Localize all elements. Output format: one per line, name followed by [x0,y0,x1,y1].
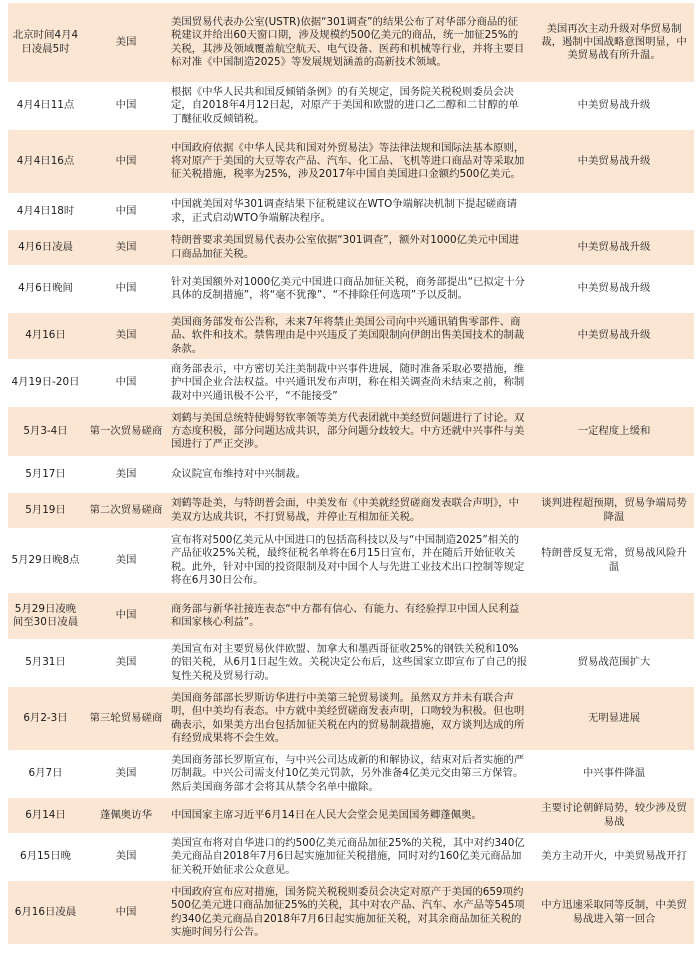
row-impact [534,194,694,230]
row-time: 4月19日-20日 [8,360,83,407]
table-row [8,313,694,360]
row-time: 6月16日凌晨 [8,881,83,945]
row-impact: 无明显进展 [534,687,694,751]
table-row [8,751,694,798]
row-actor: 第二次贸易磋商 [83,493,169,529]
row-time: 4月16日 [8,313,83,360]
row-impact: 中美贸易战升级 [534,313,694,360]
row-time: 4月4日16点 [8,130,83,194]
row-event: 特朗普要求美国贸易代表办公室依据“301调查”，额外对1000亿美元中国进口商品加征关税。 [169,230,534,266]
row-event: 刘鹤与美国总统特使姆努钦率领等美方代表团就中美经贸问题进行了讨论。双方态度积极，部分问题达成共识，部分问题分歧较大。中方还就中兴事件与美国进行了严正交涉。 [169,407,534,457]
table-row [8,493,694,529]
row-impact: 中兴事件降温 [534,751,694,798]
table-row [8,687,694,751]
row-event: 根据《中华人民共和国反倾销条例》的有关规定，国务院关税税则委员会决定，自2018年4月12日起，对原产于美国和欧盟的进口乙二醇和二甘醇的单丁醚征收反倾销税。 [169,83,534,130]
row-event: 商务部与新华社接连表态“中方都有信心、有能力、有经验捍卫中国人民利益和国家核心利益”。 [169,593,534,640]
row-event: 美国贸易代表办公室(USTR)依据“301调查”的结果公布了对华部分商品的征税建议并给出60天窗口期，涉及规模约500亿美元的商品，统一加征25%的关税，其涉及领域覆盖航空航天、电气设备、医药和机械等行业，并将主要目标对准《中国制造2025》等发展规划涵盖的高新技术领域。 [169,3,534,83]
row-event: 中国国家主席习近平6月14日在人民大会堂会见美国国务卿蓬佩奥。 [169,798,534,834]
row-impact: 美方主动开火，中美贸易战开打 [534,834,694,881]
row-impact: 一定程度上缓和 [534,407,694,457]
row-impact: 中美贸易战升级 [534,230,694,266]
row-event: 美国宣布对主要贸易伙伴欧盟、加拿大和墨西哥征收25%的钢铁关税和10%的铝关税，从6月1日起生效。关税决定公布后，这些国家立即宣布了自己的报复性关税及贸易行动。 [169,640,534,687]
row-time: 北京时间4月4日凌晨5时 [8,3,83,83]
row-time: 6月2-3日 [8,687,83,751]
row-event: 中国政府宣布应对措施，国务院关税税则委员会决定对原产于美国的659项约500亿美元进口商品加征25%的关税，其中对农产品、汽车、水产品等545项约340亿美元商品自2018年7月6日起实施加征关税，对其余商品加征关税的实施时间另行公告。 [169,881,534,945]
row-actor: 美国 [83,529,169,593]
table-row [8,407,694,457]
row-actor: 美国 [83,640,169,687]
row-actor: 美国 [83,457,169,493]
row-time: 5月17日 [8,457,83,493]
row-event: 美国商务部长罗斯宣布，与中兴公司达成新的和解协议，结束对后者实施的严厉制裁。中兴公司需支付10亿美元罚款，另外准备4亿美元交由第三方保管。然后美国商务部才会将其从禁令名单中撤除。 [169,751,534,798]
trade-war-timeline-table [8,2,694,945]
row-actor: 第一次贸易磋商 [83,407,169,457]
table-row [8,3,694,83]
row-time: 4月6日凌晨 [8,230,83,266]
table-row [8,834,694,881]
row-impact: 主要讨论朝鲜局势，较少涉及贸易战 [534,798,694,834]
row-time: 6月15日晚 [8,834,83,881]
row-time: 5月29日凌晚间至30日凌晨 [8,593,83,640]
row-event: 中国政府依据《中华人民共和国对外贸易法》等法律法规和国际法基本原则，将对原产于美国的大豆等农产品、汽车、化工品、飞机等进口商品对等采取加征关税措施，税率为25%，涉及2017年中国自美国进口金额约500亿美元。 [169,130,534,194]
table-row [8,593,694,640]
row-actor: 中国 [83,360,169,407]
row-actor: 美国 [83,834,169,881]
row-actor: 中国 [83,130,169,194]
row-impact: 中方迅速采取同等反制，中美贸易战进入第一回合 [534,881,694,945]
table-row [8,130,694,194]
row-event: 美国宣布将对自华进口的约500亿美元商品加征25%的关税，其中对约340亿美元商品自2018年7月6日起实施加征关税措施，同时对约160亿美元商品加征关税开始征求公众意见。 [169,834,534,881]
row-actor: 中国 [83,881,169,945]
row-actor: 美国 [83,313,169,360]
row-impact: 贸易战范围扩大 [534,640,694,687]
row-impact [534,360,694,407]
table-row [8,798,694,834]
row-actor: 蓬佩奥访华 [83,798,169,834]
row-actor: 美国 [83,751,169,798]
row-impact [534,457,694,493]
row-time: 5月31日 [8,640,83,687]
row-impact: 特朗普反复无常，贸易战风险升温 [534,529,694,593]
table-row [8,457,694,493]
table-row [8,881,694,945]
row-time: 5月19日 [8,493,83,529]
row-time: 4月4日18时 [8,194,83,230]
table-row [8,529,694,593]
row-time: 4月6日晚间 [8,266,83,313]
row-actor: 美国 [83,3,169,83]
table-row [8,83,694,130]
row-actor: 中国 [83,83,169,130]
row-actor: 美国 [83,230,169,266]
row-impact: 美国再次主动升级对华贸易制裁，遏制中国战略意图明显，中美贸易战有所升温。 [534,3,694,83]
table-row [8,194,694,230]
row-time: 6月7日 [8,751,83,798]
row-time: 5月3-4日 [8,407,83,457]
row-impact: 中美贸易战升级 [534,130,694,194]
row-time: 5月29日晚8点 [8,529,83,593]
row-time: 6月14日 [8,798,83,834]
row-event: 中国就美国对华301调查结果下征税建议在WTO争端解决机制下提起磋商请求，正式启动WTO争端解决程序。 [169,194,534,230]
table-row [8,230,694,266]
row-impact [534,593,694,640]
row-event: 针对美国额外对1000亿美元中国进口商品加征关税，商务部提出“已拟定十分具体的反制措施”，将“毫不犹豫”、“不排除任何选项”予以反制。 [169,266,534,313]
row-impact: 中美贸易战升级 [534,266,694,313]
row-event: 刘鹤等赴美，与特朗普会面，中美发布《中美就经贸磋商发表联合声明》，中美双方达成共识，不打贸易战，并停止互相加征关税。 [169,493,534,529]
row-actor: 中国 [83,194,169,230]
row-impact: 中美贸易战升级 [534,83,694,130]
row-event: 美国商务部部长罗斯访华进行中美第三轮贸易谈判。虽然双方并未有联合声明，但中美均有表态。中方就中美经贸磋商发表声明，口吻较为积极。但也明确表示，如果美方出台包括加征关税在内的贸易制裁措施，双方谈判达成的所有经贸成果将不会生效。 [169,687,534,751]
row-actor: 中国 [83,593,169,640]
row-time: 4月4日11点 [8,83,83,130]
row-actor: 第三轮贸易磋商 [83,687,169,751]
row-impact: 谈判进程超预期，贸易争端局势降温 [534,493,694,529]
table-row [8,266,694,313]
table-row [8,360,694,407]
table-row [8,640,694,687]
row-event: 众议院宣布维持对中兴制裁。 [169,457,534,493]
row-event: 宣布将对500亿美元从中国进口的包括高科技以及与“中国制造2025”相关的产品征收25%关税，最终征税名单将在6月15日宣布，并在随后开始征收关税。此外，针对中国的投资限制及对中国个人与先进工业技术出口控制等规定将在6月30日公布。 [169,529,534,593]
row-event: 美国商务部发布公告称，未来7年将禁止美国公司向中兴通讯销售零部件、商品、软件和技术。禁售理由是中兴违反了美国限制向伊朗出售美国技术的制裁条款。 [169,313,534,360]
row-actor: 中国 [83,266,169,313]
row-event: 商务部表示，中方密切关注美制裁中兴事件进展，随时准备采取必要措施，维护中国企业合法权益。中兴通讯发布声明，称在相关调查尚未结束之前，称制裁对中兴通讯极不公平，“不能接受” [169,360,534,407]
